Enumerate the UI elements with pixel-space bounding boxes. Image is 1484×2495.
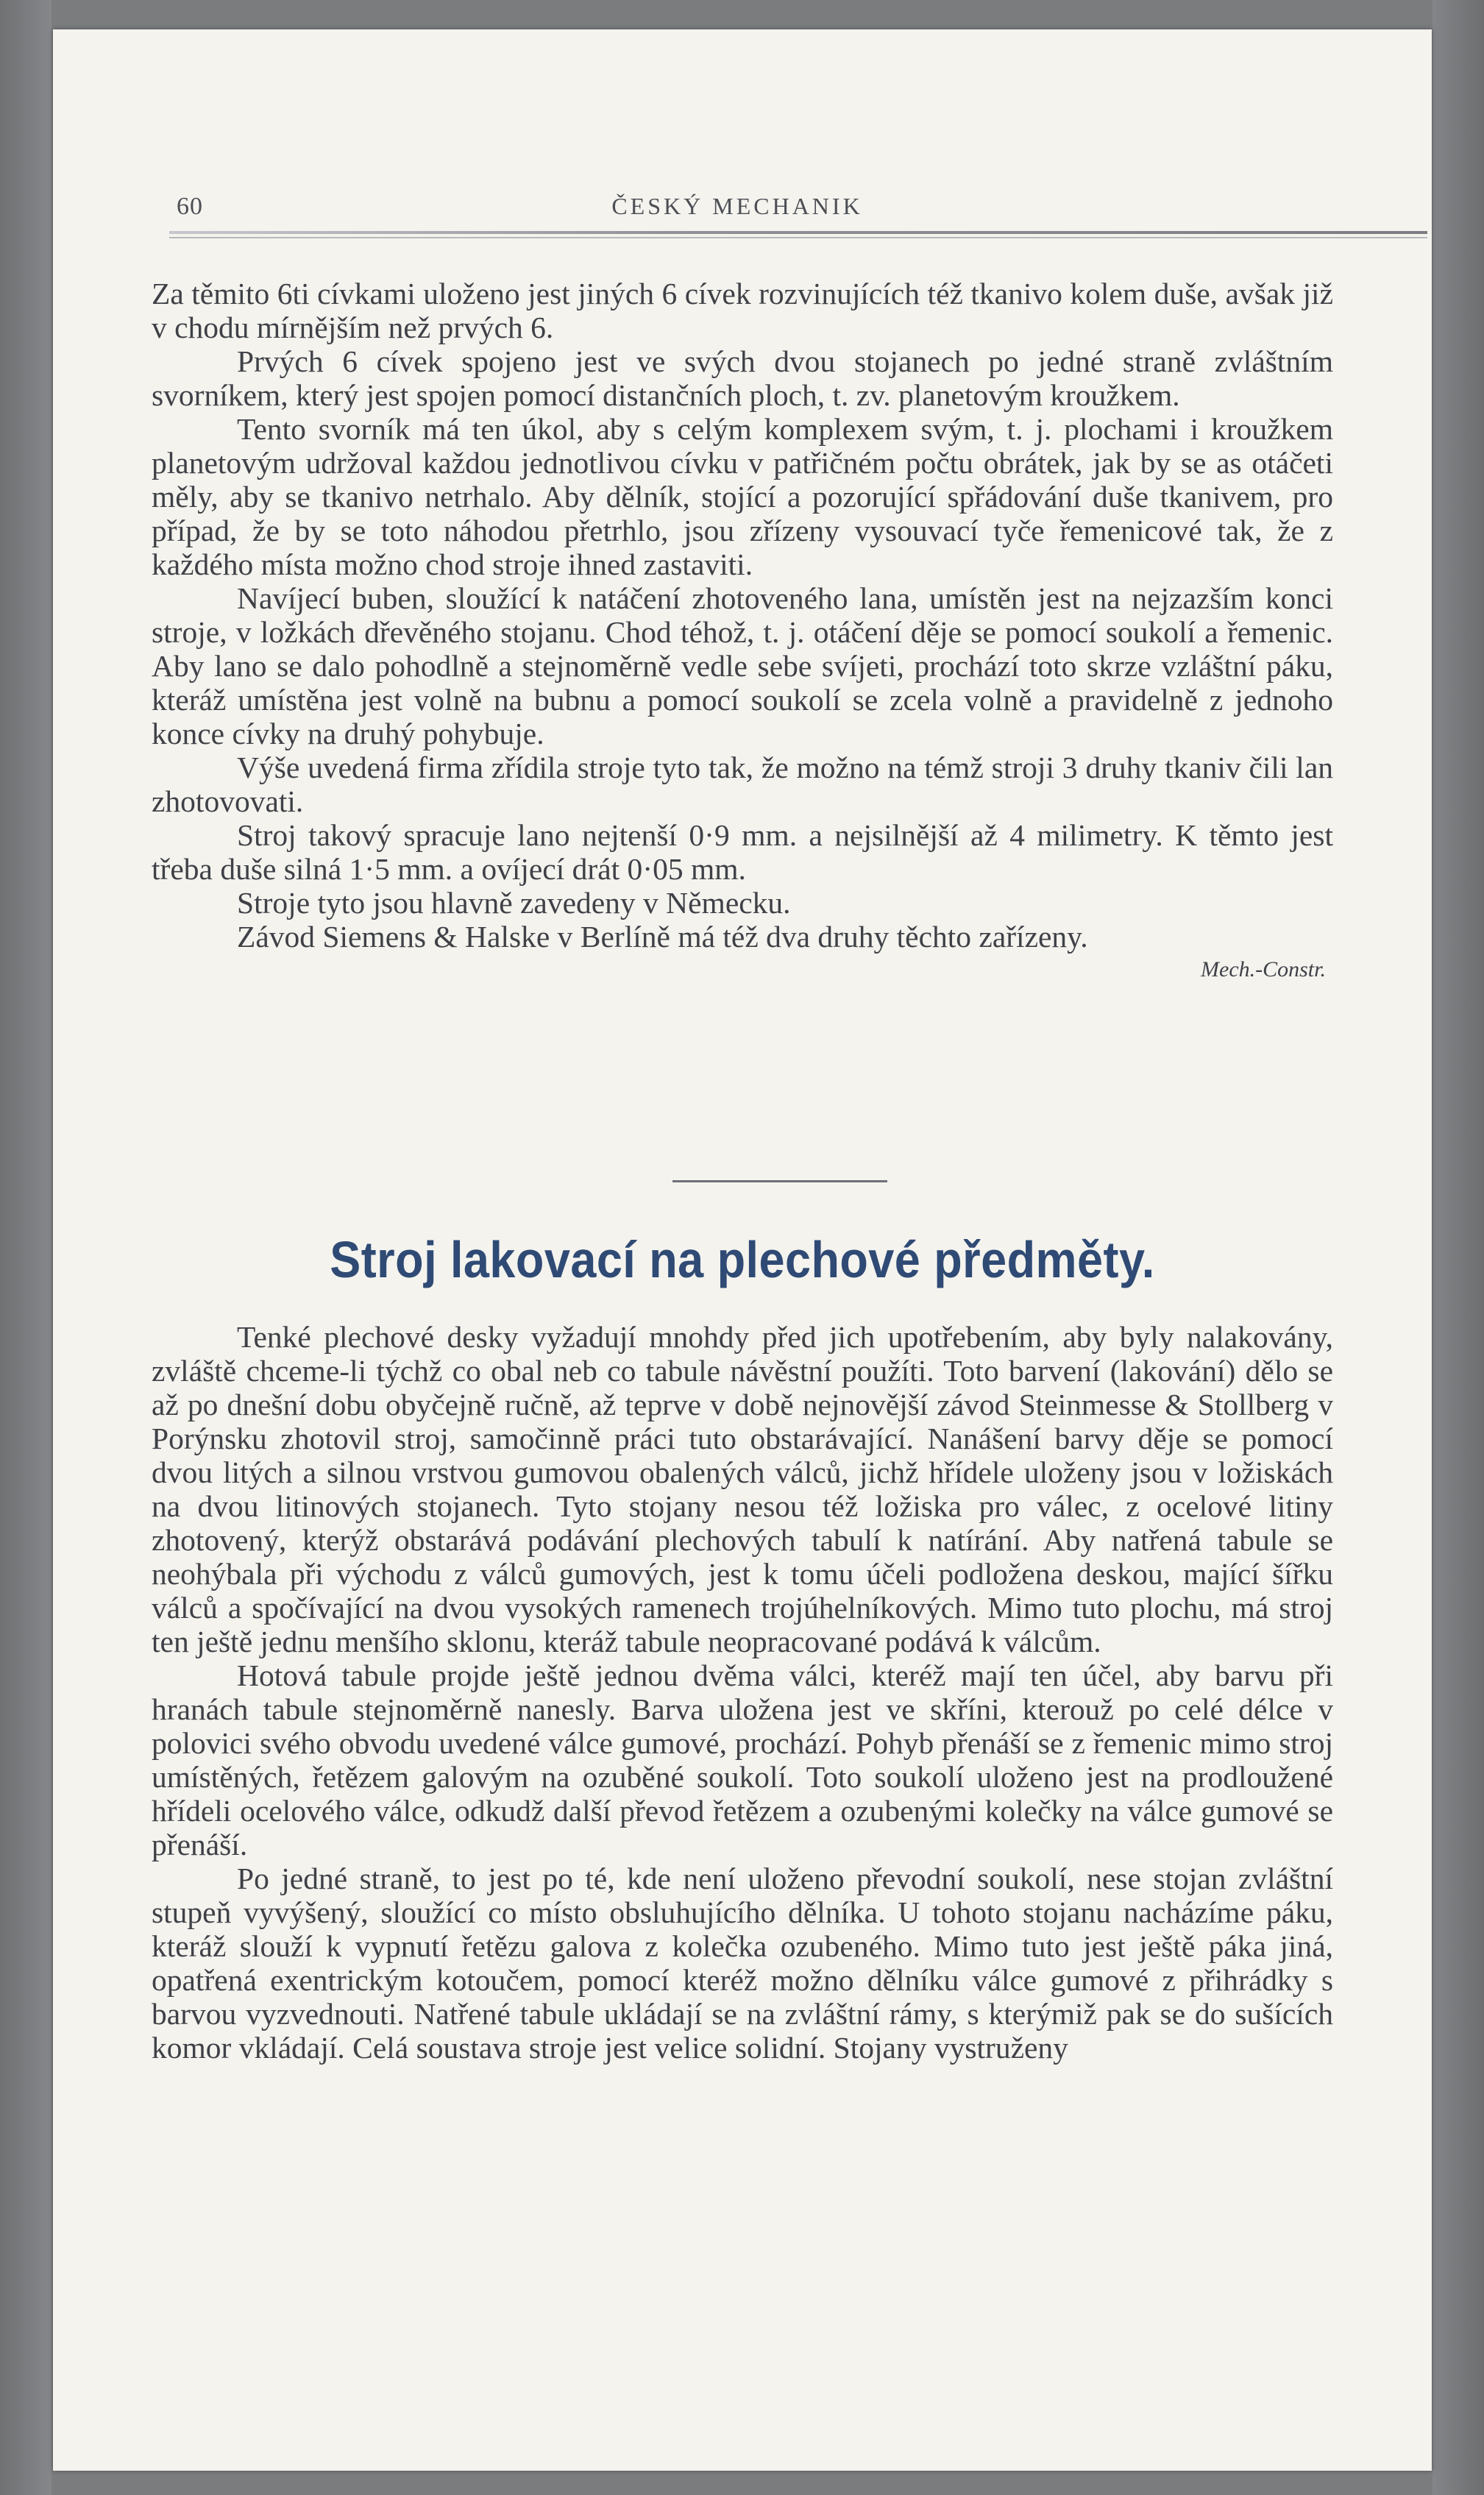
page-number: 60 xyxy=(177,193,203,220)
author-signature: Mech.-Constr. xyxy=(1201,957,1326,982)
paragraph: Závod Siemens & Halske v Berlíně má též dva druhy těchto zařízeny. xyxy=(237,920,1088,954)
paragraph: Stroje tyto jsou hlavně zavedeny v Německu. xyxy=(237,886,791,920)
article-title: Stroj lakovací na plechové předměty. xyxy=(330,1231,1155,1288)
section-divider xyxy=(672,1180,887,1182)
page-header xyxy=(127,193,1348,237)
paragraph: Za těmito 6ti cívkami uloženo jest jiných 6 cívek rozvinujících též tkanivo kolem duše, avšak již v chodu mírnějším než prvých 6. xyxy=(152,277,1333,344)
paragraph: Po jedné straně, to jest po té, kde není uloženo převodní soukolí, nese stojan zvláštní stupeň vyvýšený, sloužící co místo obsluhujícího dělníka. U tohoto stojanu nacházíme páku, kteráž slouží k vypnutí řetězu galova z kolečka ozubeného. Mimo tuto jest ještě páka jiná, opatřená exentrickým kotoučem, pomocí kteréž možno dělníku válce gumové z přihrádky s barvou vyzvednouti. Natřené tabule ukládají se na zvláštní rámy, s kterýmiž pak se do sušících komor vkládají. Celá soustava stroje jest velice solidní. Stojany vystruženy xyxy=(152,1862,1333,2065)
scan-border-right xyxy=(1432,0,1484,2495)
paragraph: Navíjecí buben, sloužící k natáčení zhotoveného lana, umístěn jest na nejzazším konci stroje, v ložkách dřevěného stojanu. Chod téhož, t. j. otáčení děje se pomocí soukolí a řemenic. Aby lano se dalo pohodlně a stejnoměrně vedle sebe svíjeti, prochází toto skrze vzláštní páku, kteráž umístěna jest volně na bubnu a pomocí soukolí se zcela volně a pravidelně z jednoho konce cívky na druhý pohybuje. xyxy=(152,581,1333,750)
paragraph: Tento svorník má ten úkol, aby s celým komplexem svým, t. j. plochami i kroužkem planetovým udržoval každou jednotlivou cívku v patřičném počtu obrátek, jak by se as otáčeti měly, aby se tkanivo netrhalo. Aby dělník, stojící a pozorující spřádování duše tkanivem, pro případ, že by se toto náhodou přetrhlo, jsou zřízeny vysouvací tyče řemenicové tak, že z každého místa možno chod stroje ihned zastaviti. xyxy=(152,412,1333,581)
article-body xyxy=(152,1320,1333,2065)
scan-border-left xyxy=(0,0,52,2495)
header-rule-thin xyxy=(169,237,1427,238)
header-rule xyxy=(169,231,1427,234)
running-head: ČESKÝ MECHANIK xyxy=(611,193,863,219)
paragraph: Hotová tabule projde ještě jednou dvěma válci, kteréž mají ten účel, aby barvu při hranách tabule stejnoměrně nanesly. Barva uložena jest ve skříni, kterouž po celé délce v polovici svého obvodu uvedené válce gumové, prochází. Pohyb přenáší se z řemenic mimo stroj umístěných, řetězem galovým na ozuběné soukolí. Toto soukolí uloženo jest na prodloužené hřídeli ocelového válce, odkudž další převod řetězem a ozubenými kolečky na válce gumové se přenáší. xyxy=(152,1658,1333,1862)
paragraph: Stroj takový spracuje lano nejtenší 0·9 mm. a nejsilnější až 4 milimetry. K těmto jest třeba duše silná 1·5 mm. a ovíjecí drát 0·05 mm. xyxy=(152,818,1333,886)
paragraph: Tenké plechové desky vyžadují mnohdy před jich upotřebením, aby byly nalakovány, zvláště chceme-li týchž co obal neb co tabule návěstní použíti. Toto barvení (lakování) dělo se až po dnešní dobu obyčejně ručně, až teprve v době nejnovější závod Steinmesse & Stollberg v Porýnsku zhotovil stroj, samočinně práci tuto obstarávající. Nanášení barvy děje se pomocí dvou litých a silnou vrstvou gumovou obalených válců, jichž hřídele uloženy jsou v ložiskách na dvou litinových stojanech. Tyto stojany nesou též ložiska pro válec, z ocelové litiny zhotovený, kterýž obstarává podávání plechových tabulí k natírání. Aby natřená tabule se neohýbala při východu z válců gumových, jest k tomu účeli podložena deskou, mající šířku válců a spočívající na dvou vysokých ramenech trojúhelníkových. Mimo tuto plochu, má stroj ten ještě jednu menšího sklonu, kteráž tabule neopracované podává k válcům. xyxy=(152,1320,1333,1658)
paragraph: Prvých 6 cívek spojeno jest ve svých dvou stojanech po jedné straně zvláštním svorníkem, který jest spojen pomocí distančních ploch, t. zv. planetovým kroužkem. xyxy=(152,344,1333,412)
article-continuation xyxy=(152,277,1333,986)
paragraph: Výše uvedená firma zřídila stroje tyto tak, že možno na témž stroji 3 druhy tkaniv čili lan zhotovovati. xyxy=(152,750,1333,818)
